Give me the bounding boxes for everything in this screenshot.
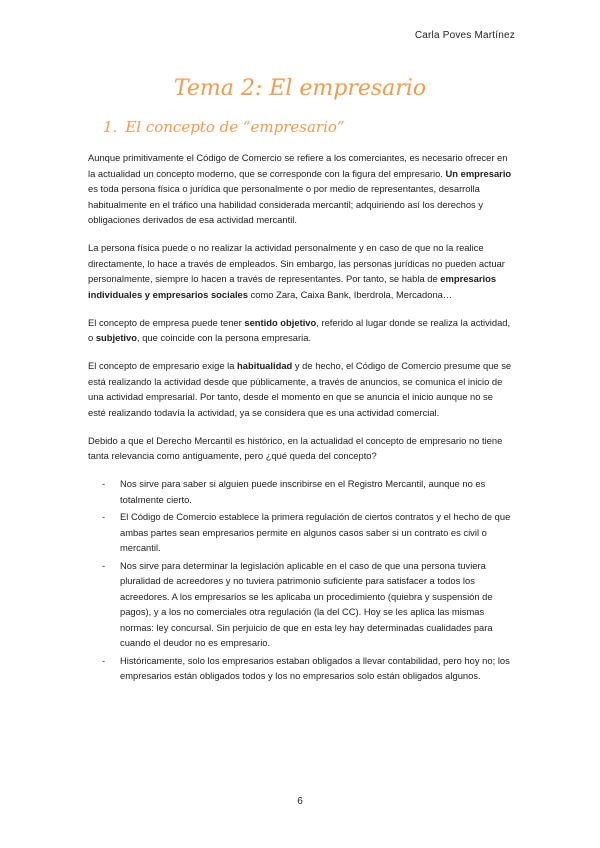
- paragraph-text: como Zara, Caixa Bank, Iberdrola, Mercadona…: [247, 288, 453, 300]
- paragraph-text: , referido al lugar donde se realiza la actividad, o: [88, 316, 511, 343]
- list-item-text: Históricamente, solo los empresarios estaban obligados a llevar contabilidad, pero hoy no; los empresarios están obligados todos y los no empresarios solo están obligados algunos.: [120, 654, 510, 681]
- list-item-text: Nos sirve para saber si alguien puede inscribirse en el Registro Mercantil, aunque no es totalmente cierto.: [120, 478, 486, 505]
- list-item: [88, 558, 512, 651]
- dash-marker: -: [102, 559, 106, 571]
- paragraph-4: [88, 358, 512, 420]
- dash-marker: -: [102, 654, 106, 666]
- section-number: 1.: [103, 118, 118, 136]
- bold-term: empresarios individuales y empresarios sociales: [88, 273, 497, 300]
- dash-list: [88, 476, 512, 684]
- list-item-text: El Código de Comercio establece la primera regulación de ciertos contratos y el hecho de que ambas partes sean empresarios permite en algunos casos saber si un contrato es civil o mercantil.: [120, 511, 511, 553]
- paragraph-text: El concepto de empresa puede tener: [88, 316, 245, 328]
- page-title: Tema 2: El empresario: [173, 76, 427, 101]
- dash-marker: -: [102, 478, 106, 489]
- header-author: Carla Poves Martínez: [414, 30, 515, 41]
- page-number: 6: [297, 796, 303, 807]
- section-heading: [103, 118, 345, 136]
- section-heading-text: El concepto de “empresario”: [125, 118, 345, 136]
- list-item-text: Nos sirve para determinar la legislación aplicable en el caso de que una persona tuviera pluralidad de acreedores y no tuviera patrimonio suficiente para satisfacer a todos los acreedores. A los empresarios se les aplicaba un procedimiento (quiebra y suspensión de pagos), y a los no comerciales otra regulación (la del CC). Hoy se les aplica las mismas normas: ley concursal. Sin perjuicio de que en esta ley hay determinadas cualidades para cuando el deudor no es empresario.: [120, 559, 493, 648]
- paragraph-text: es toda persona física o jurídica que personalmente o por medio de representantes, desarrolla habitualmente en el tráfico una habilidad considerada mercantil; adquiriendo así los derechos y obligaciones derivados de esa actividad mercantil.: [88, 183, 484, 225]
- bold-term: subjetivo: [95, 332, 137, 343]
- bold-term: Un empresario: [445, 167, 512, 179]
- paragraph-3: [88, 315, 512, 346]
- dash-marker: -: [102, 511, 106, 522]
- list-item: [88, 653, 512, 684]
- list-item: [88, 509, 512, 556]
- paragraph-text: La persona física puede o no realizar la actividad personalmente y en caso de que no la realice directamente, lo hace a través de empleados. Sin embargo, las personas jurídicas no pueden actuar personalmente, siempre lo hacen a través de representantes. Por tanto, se habla de: [88, 242, 505, 284]
- paragraph-text: El concepto de empresario exige la: [88, 360, 238, 371]
- paragraph-1: [88, 150, 512, 228]
- bold-term: habitualidad: [237, 360, 293, 371]
- paragraph-text: Aunque primitivamente el Código de Comercio se refiere a los comerciantes, es necesario ofrecer en la actualidad un concepto moderno, que se corresponde con la figura del empresario.: [88, 152, 508, 179]
- paragraph-2: [88, 240, 512, 302]
- paragraph-text: y de hecho, el Código de Comercio presume que se está realizando la actividad desde que públicamente, a través de anuncios, se comunica el inicio de una actividad empresarial. Por tanto, desde el momento en que se anuncia el inicio aunque no se esté realizando todavía la actividad, ya se considera que es una actividad comercial.: [88, 360, 512, 418]
- paragraph-text: , que coincide con la persona empresaria.: [136, 332, 312, 343]
- document-body: [88, 150, 512, 686]
- list-item: [88, 476, 512, 507]
- bold-term: sentido objetivo: [244, 316, 317, 328]
- paragraph-5: Debido a que el Derecho Mercantil es histórico, en la actualidad el concepto de empresario no tiene tanta relevancia como antiguamente, pero ¿qué queda del concepto?: [88, 434, 503, 461]
